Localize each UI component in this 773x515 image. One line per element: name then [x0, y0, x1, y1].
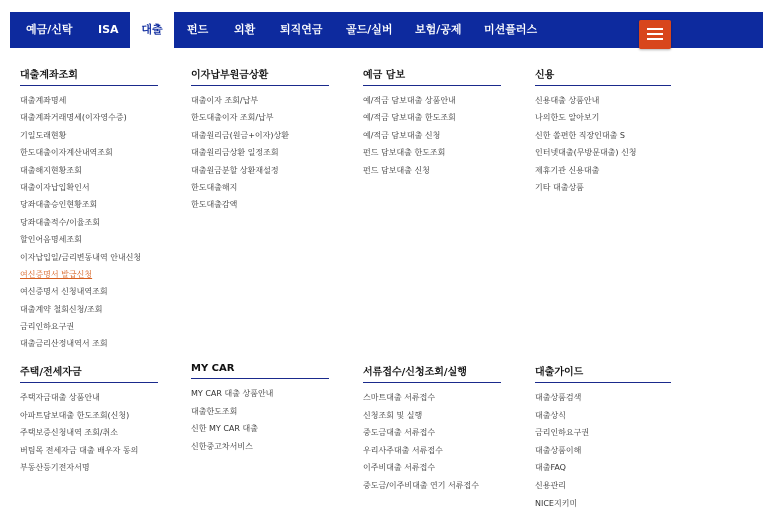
menu-link[interactable]: 대출상품이해 — [535, 445, 582, 455]
column-loan-guide — [535, 363, 671, 512]
menu-link[interactable]: 제휴기관 신용대출 — [535, 165, 600, 175]
menu-link[interactable]: 대출FAQ — [535, 463, 566, 473]
menu-link[interactable]: 대출계약 철회신청/조회 — [20, 304, 103, 314]
menu-link[interactable]: 주택자금대출 상품안내 — [20, 393, 100, 402]
menu-link[interactable]: MY CAR 대출 상품안내 — [191, 389, 274, 398]
nav-item-deposit[interactable]: 예금/신탁 — [26, 23, 73, 36]
menu-link[interactable]: 나의한도 알아보기 — [535, 113, 600, 123]
menu-link[interactable]: 이주비대출 서류접수 — [363, 463, 436, 473]
link-list — [191, 385, 329, 455]
column-loan-account-inquiry — [20, 66, 158, 353]
hamburger-menu-icon — [647, 38, 663, 40]
menu-link[interactable]: 대출원리금(원금+이자)상환 — [191, 130, 289, 140]
menu-link[interactable]: 중도금대출 서류접수 — [363, 428, 436, 438]
menu-link[interactable]: 신한중고차서비스 — [191, 441, 253, 451]
nav-item-forex[interactable]: 외환 — [234, 23, 256, 36]
link-list — [20, 389, 158, 477]
column-document-submission — [363, 363, 501, 495]
menu-link[interactable]: 금리인하요구권 — [20, 322, 75, 332]
link-list — [191, 92, 329, 214]
menu-link[interactable]: 대출계좌명세 — [20, 96, 67, 105]
menu-button[interactable] — [639, 20, 671, 49]
nav-item-pension[interactable]: 퇴직연금 — [280, 23, 323, 36]
menu-link[interactable]: 대출상식 — [535, 410, 566, 420]
menu-link[interactable]: 신용관리 — [535, 480, 566, 490]
menu-link[interactable]: 예/적금 담보대출 한도조회 — [363, 113, 456, 123]
menu-link[interactable]: 대출원금분할 상환재설정 — [191, 165, 279, 175]
menu-link[interactable]: 펀드 담보대출 신청 — [363, 165, 430, 175]
nav-item-loan[interactable]: 대출 — [130, 12, 174, 48]
menu-link[interactable]: 신한 MY CAR 대출 — [191, 424, 258, 434]
column-title: MY CAR — [191, 363, 329, 379]
menu-link[interactable]: 주택보증신청내역 조회/취소 — [20, 428, 118, 438]
menu-link[interactable]: 대출해지현황조회 — [20, 165, 82, 175]
menu-link[interactable]: 이자납입일/금리변동내역 안내신청 — [20, 252, 142, 262]
column-deposit-collateral — [363, 66, 501, 179]
menu-link[interactable]: 예/적금 담보대출 상품안내 — [363, 96, 456, 105]
hamburger-menu-icon — [647, 28, 663, 30]
menu-link[interactable]: 한도대출이자 조회/납부 — [191, 113, 274, 123]
menu-link[interactable]: 중도금/이주비대출 연기 서류접수 — [363, 480, 479, 490]
column-my-car — [191, 363, 329, 455]
menu-link[interactable]: 우리사주대출 서류접수 — [363, 445, 443, 455]
column-title: 이자납부원금상환 — [191, 66, 329, 86]
menu-link[interactable]: 여신증명서 신청내역조회 — [20, 287, 108, 297]
menu-link[interactable]: 인터넷대출(무방문대출) 신청 — [535, 148, 637, 158]
menu-link[interactable]: 스마트대출 서류접수 — [363, 393, 436, 402]
column-title: 주택/전세자금 — [20, 363, 158, 383]
link-list — [363, 92, 501, 179]
column-housing-jeonse — [20, 363, 158, 477]
hamburger-menu-icon — [647, 33, 663, 35]
nav-item-fund[interactable]: 펀드 — [187, 23, 209, 36]
menu-link[interactable]: 금리인하요구권 — [535, 428, 590, 438]
column-title: 서류접수/신청조회/실행 — [363, 363, 501, 383]
menu-link[interactable]: 대출상품검색 — [535, 393, 582, 402]
menu-link[interactable]: 기일도래현황 — [20, 130, 67, 140]
menu-link[interactable]: 한도대출이자계산내역조회 — [20, 148, 113, 158]
menu-link[interactable]: 신청조회 및 실행 — [363, 410, 423, 420]
menu-link[interactable]: 버팀목 전세자금 대출 배우자 동의 — [20, 445, 139, 455]
column-title: 예금 담보 — [363, 66, 501, 86]
menu-link[interactable]: 예/적금 담보대출 신청 — [363, 130, 441, 140]
link-list — [20, 92, 158, 353]
menu-link[interactable]: 아파트담보대출 한도조회(신청) — [20, 410, 130, 420]
menu-link[interactable]: 당좌대출승인현황조회 — [20, 200, 98, 210]
menu-link[interactable]: 한도대출감액 — [191, 200, 238, 210]
menu-link[interactable]: 당좌대출적수/이율조회 — [20, 217, 100, 227]
column-title: 신용 — [535, 66, 671, 86]
menu-link[interactable]: 한도대출해지 — [191, 182, 238, 192]
link-list — [535, 389, 671, 512]
menu-link[interactable]: 대출한도조회 — [191, 406, 238, 416]
menu-link[interactable]: 신용대출 상품안내 — [535, 96, 600, 105]
nav-item-gold-silver[interactable]: 골드/실버 — [346, 23, 393, 36]
menu-link[interactable]: NICE지키미 — [535, 498, 578, 508]
menu-link[interactable]: 대출이자납입확인서 — [20, 182, 90, 192]
menu-link[interactable]: 대출원리금상환 일정조회 — [191, 148, 279, 158]
menu-link[interactable]: 부동산등기전자서명 — [20, 463, 90, 473]
column-interest-payment — [191, 66, 329, 214]
menu-link[interactable]: 기타 대출상품 — [535, 182, 584, 192]
menu-link[interactable]: 신한 쏠편한 직장인대출 S — [535, 130, 625, 140]
column-title: 대출계좌조회 — [20, 66, 158, 86]
menu-link[interactable]: 대출이자 조회/납부 — [191, 96, 259, 105]
menu-link[interactable]: 펀드 담보대출 한도조회 — [363, 148, 446, 158]
menu-link-highlighted[interactable]: 여신증명서 발급신청 — [20, 269, 93, 279]
nav-item-isa[interactable]: ISA — [98, 23, 119, 36]
menu-link[interactable]: 할인어음명세조회 — [20, 235, 82, 245]
column-credit — [535, 66, 671, 196]
nav-item-insurance[interactable]: 보험/공제 — [415, 23, 462, 36]
nav-item-mission-plus[interactable]: 미션플러스 — [484, 23, 538, 36]
menu-link[interactable]: 대출계좌거래명세(이자영수증) — [20, 113, 127, 123]
link-list — [535, 92, 671, 196]
link-list — [363, 389, 501, 495]
menu-link[interactable]: 대출금리산정내역서 조회 — [20, 339, 108, 349]
column-title: 대출가이드 — [535, 363, 671, 383]
